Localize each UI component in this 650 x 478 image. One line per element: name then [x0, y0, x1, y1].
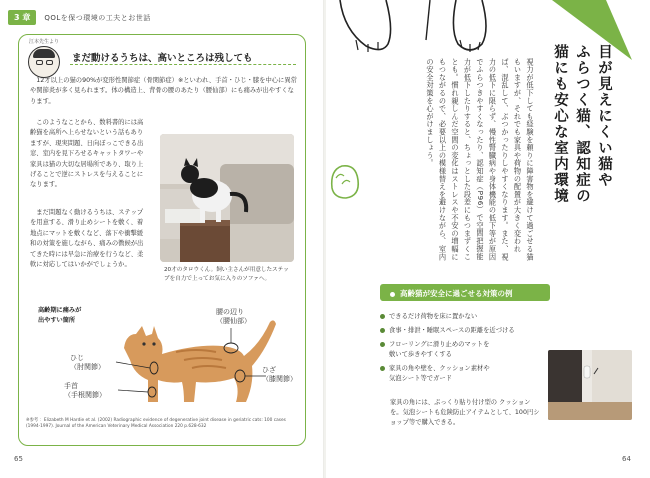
tip-text: フローリングに滑り止めのマットを: [389, 341, 490, 348]
title-line-3: 猫にも安心な室内環境: [552, 44, 568, 204]
tip-item: [380, 326, 540, 336]
label-knee: [262, 366, 297, 384]
author-avatar-block: [24, 38, 64, 78]
tips-panel: [370, 284, 634, 446]
label-lumbar: [216, 308, 251, 326]
tip-text: できるだけ荷物を床に置かない: [389, 313, 478, 320]
label-wrist-line1: 手首: [64, 382, 78, 390]
body-text: 視力が低下しても経験を頼りに障害物を避けて過ごせる猫もいますが、それでも家具や荷物の配置が大きく変われば、混乱して、ぶつかったりしやすくなります。また、視力の低下に限らず、慢性腎臓病や身体機能の低下等が原因でふらつきやすくなったり、認知症（P96）で空間把握能力が低下したりすると、ちょっとした段差にもつまずくことも。慣れ親しんだ空間の変化はストレスや不安の増幅にもつながるので、必要以上の模様替えを避けながら、室内の安全対策を心がけましょう。: [426, 58, 535, 261]
reference-note: ※参考 ：Elizabeth M Hardie et al. (2002) Radiographic evidence of degenerative joint disease in geriatric cats: 100 cases (1994-1997). Journal of the American Veterinary Medical Association 220 p.628-632: [26, 418, 286, 430]
label-knee-line2: （膝関節）: [262, 375, 297, 383]
avatar-label: 江本先生より: [28, 39, 59, 45]
page-number-right: 64: [622, 455, 631, 463]
headline-divider: [70, 64, 296, 65]
diagram-title-line1: 高齢期に痛みが: [38, 307, 82, 314]
cat-on-sofa-photo: [160, 134, 294, 262]
tip-item: [380, 340, 540, 360]
tip-item: [380, 312, 540, 322]
door-corner-photo: [548, 350, 632, 420]
paragraph-2: このようなことから、数料書的には高齢猫を高所へ上らせないという話もありますが、現実問題、日向ぼっこできる出窓、室内を見下ろせるキャットタワーや家具は猫の大切な居場所であり、取り上げることで逆にストレスを与えることになります。: [30, 119, 144, 189]
cat-joint-diagram: [26, 304, 298, 412]
tip-text-cont: 気泡シート等でガード: [389, 375, 452, 382]
label-elbow-line2: （肘関節）: [70, 363, 105, 371]
label-knee-line1: ひざ: [262, 366, 276, 374]
avatar: [28, 46, 60, 78]
label-wrist-line2: （手根関節）: [64, 391, 106, 399]
paragraph-1: 12才以上の猫の90%が変形性関節症（骨関節症）※といわれ、手首・ひじ・膝を中心に異常や関節炎が多く見られます。体の構造上、背骨の腰のあたり（腰仙部）にも痛みが出やすくなります。: [30, 77, 297, 105]
bullet-icon: [380, 366, 385, 371]
tips-heading: [380, 284, 550, 301]
label-lumbar-line2: （腰仙部）: [216, 317, 251, 325]
tip-text: 食事・排泄・睡眠スペースの距離を近づける: [389, 327, 515, 334]
label-elbow-line1: ひじ: [70, 354, 84, 362]
tips-photo-caption: 家具の角には、ぷっくり貼り付け型の クッションを。気泡シートも危険防止アイテムとして、100円ショップ等で購入できる。: [390, 399, 540, 427]
title-line-1: 目が見えにくい猫や: [596, 44, 612, 188]
tip-text-cont: 敷いて歩きやすくする: [389, 351, 452, 358]
bullet-icon: [380, 342, 385, 347]
tip-text: 家具の角や壁を、クッション素材や: [389, 365, 490, 372]
box-headline: まだ動けるうちは、高いところは残しても: [72, 53, 253, 64]
photo-caption: 20才のタロウくん。飼い主さんが用意したステップを自力で上ってお気に入りのソファへ。: [164, 267, 289, 282]
bullet-icon: [390, 292, 395, 297]
bullet-icon: [380, 328, 385, 333]
diagram-title-line2: 出やすい箇所: [38, 317, 76, 324]
bullet-icon: [380, 314, 385, 319]
chapter-header: [8, 10, 151, 25]
page-number-left: 65: [14, 455, 23, 463]
tip-item: [380, 364, 540, 384]
label-wrist: [64, 382, 106, 400]
label-lumbar-line1: 腰の辺り: [216, 308, 244, 316]
right-page: [326, 0, 650, 478]
chapter-title: QOLを保つ環境の工夫とお世話: [44, 13, 151, 22]
paragraph-3: まだ問題なく動けるうちは、ステップを用意する、滑り止めシートを敷く、着地点にマットを敷くなど、落下や衝撃緩和の対策を施しながら、痛みの徴候が出てきた時には早急に治療を行うなど、柔軟に対応してはいかがでしょうか。: [30, 209, 144, 269]
tips-heading-text: 高齢猫が安全に過ごせる対策の例: [400, 289, 513, 298]
left-page: [0, 0, 324, 478]
chapter-badge: 3 章: [8, 10, 36, 25]
title-line-2: ふらつく猫、認知症の: [574, 44, 590, 204]
label-elbow: [70, 354, 105, 372]
